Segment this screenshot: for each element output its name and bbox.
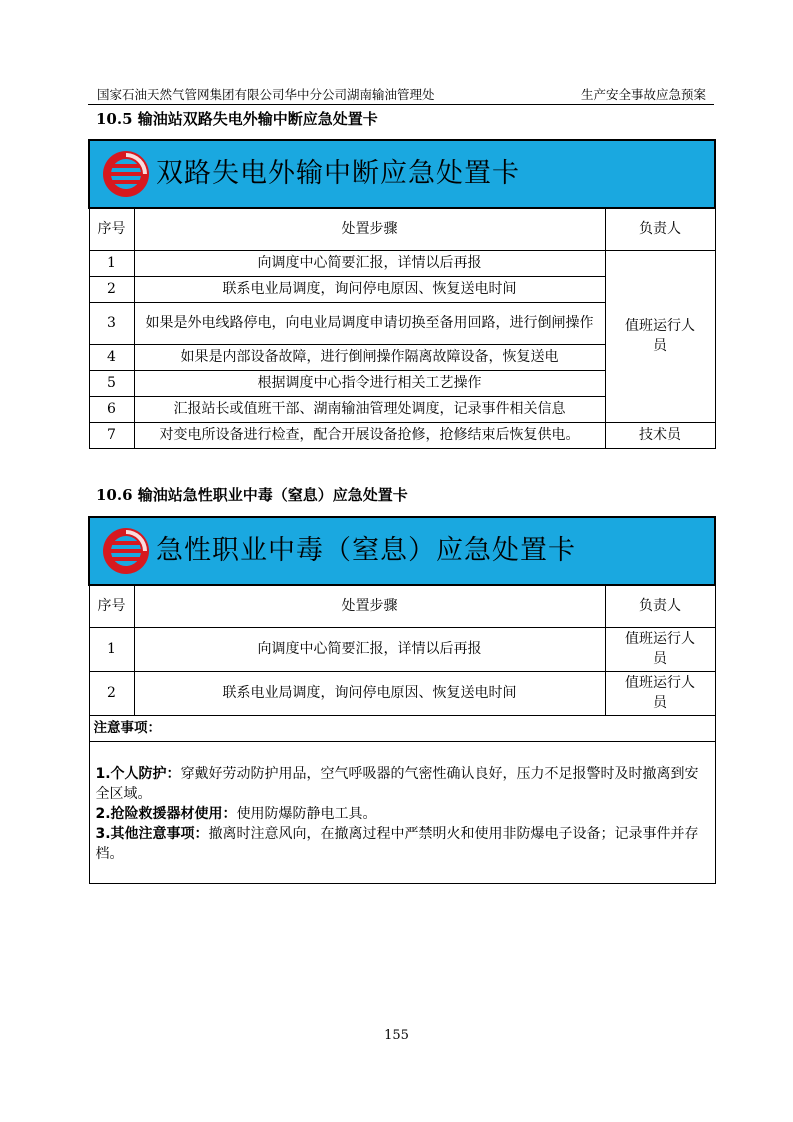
table-row xyxy=(89,627,715,671)
row-no: 2 xyxy=(89,671,134,715)
table-row xyxy=(89,671,715,715)
row-step: 联系电业局调度，询问停电原因、恢复送电时间 xyxy=(134,276,605,302)
col-owner-header: 负责人 xyxy=(605,208,715,250)
row-no: 1 xyxy=(89,250,134,276)
note-label: 1.个人防护： xyxy=(95,765,181,782)
header-rule xyxy=(88,104,714,105)
card-poisoning xyxy=(88,516,716,884)
col-no-header: 序号 xyxy=(89,585,134,627)
header-org-name: 国家石油天然气管网集团有限公司华中分公司湖南输油管理处 xyxy=(97,87,435,102)
row-owner: 值班运行人员 xyxy=(605,671,715,715)
col-step-header: 处置步骤 xyxy=(134,208,605,250)
card-power-loss xyxy=(88,139,716,449)
row-step: 对变电所设备进行检查，配合开展设备抢修，抢修结束后恢复供电。 xyxy=(134,422,605,448)
row-no: 2 xyxy=(89,276,134,302)
row-owner: 技术员 xyxy=(605,422,715,448)
page-number: 155 xyxy=(384,1028,409,1043)
row-step: 如果是外电线路停电，向电业局调度申请切换至备用回路，进行倒闸操作 xyxy=(134,302,605,344)
company-logo-icon xyxy=(102,150,150,198)
col-no-header: 序号 xyxy=(89,208,134,250)
notes-title: 注意事项： xyxy=(89,715,715,741)
section-title-10-5: 10.5 输油站双路失电外输中断应急处置卡 xyxy=(96,110,378,128)
row-no: 6 xyxy=(89,396,134,422)
table-row xyxy=(89,250,715,276)
card-banner xyxy=(89,517,715,585)
note-text: 穿戴好劳动防护用品，空气呼吸器的气密性确认良好，压力不足报警时及时撤离到安全区域。 xyxy=(95,765,699,802)
row-no: 3 xyxy=(89,302,134,344)
row-no: 5 xyxy=(89,370,134,396)
row-no: 7 xyxy=(89,422,134,448)
note-item xyxy=(96,824,709,864)
row-step: 向调度中心简要汇报，详情以后再报 xyxy=(134,627,605,671)
row-step: 如果是内部设备故障，进行倒闸操作隔离故障设备，恢复送电 xyxy=(134,344,605,370)
card-title: 双路失电外输中断应急处置卡 xyxy=(156,158,520,189)
note-item xyxy=(96,804,709,824)
note-label: 3.其他注意事项： xyxy=(95,825,209,842)
note-item xyxy=(96,764,709,804)
row-no: 1 xyxy=(89,627,134,671)
table-row xyxy=(89,422,715,448)
note-label: 2.抢险救援器材使用： xyxy=(95,805,237,822)
row-step: 汇报站长或值班干部、湖南输油管理处调度，记录事件相关信息 xyxy=(134,396,605,422)
row-step: 根据调度中心指令进行相关工艺操作 xyxy=(134,370,605,396)
card-banner xyxy=(89,140,715,208)
card-title: 急性职业中毒（窒息）应急处置卡 xyxy=(156,535,576,566)
row-step: 联系电业局调度，询问停电原因、恢复送电时间 xyxy=(134,671,605,715)
row-step: 向调度中心简要汇报，详情以后再报 xyxy=(134,250,605,276)
header-doc-title: 生产安全事故应急预案 xyxy=(580,87,706,102)
note-text: 使用防爆防静电工具。 xyxy=(236,805,377,822)
row-owner: 值班运行人员 xyxy=(605,627,715,671)
col-owner-header: 负责人 xyxy=(605,585,715,627)
note-text: 撤离时注意风向，在撤离过程中严禁明火和使用非防爆电子设备；记录事件并存档。 xyxy=(95,825,699,862)
col-step-header: 处置步骤 xyxy=(134,585,605,627)
notes-body xyxy=(89,741,715,883)
company-logo-icon xyxy=(102,527,150,575)
section-title-10-6: 10.6 输油站急性职业中毒（窒息）应急处置卡 xyxy=(96,486,408,504)
row-no: 4 xyxy=(89,344,134,370)
row-owner: 值班运行人员 xyxy=(605,250,715,422)
